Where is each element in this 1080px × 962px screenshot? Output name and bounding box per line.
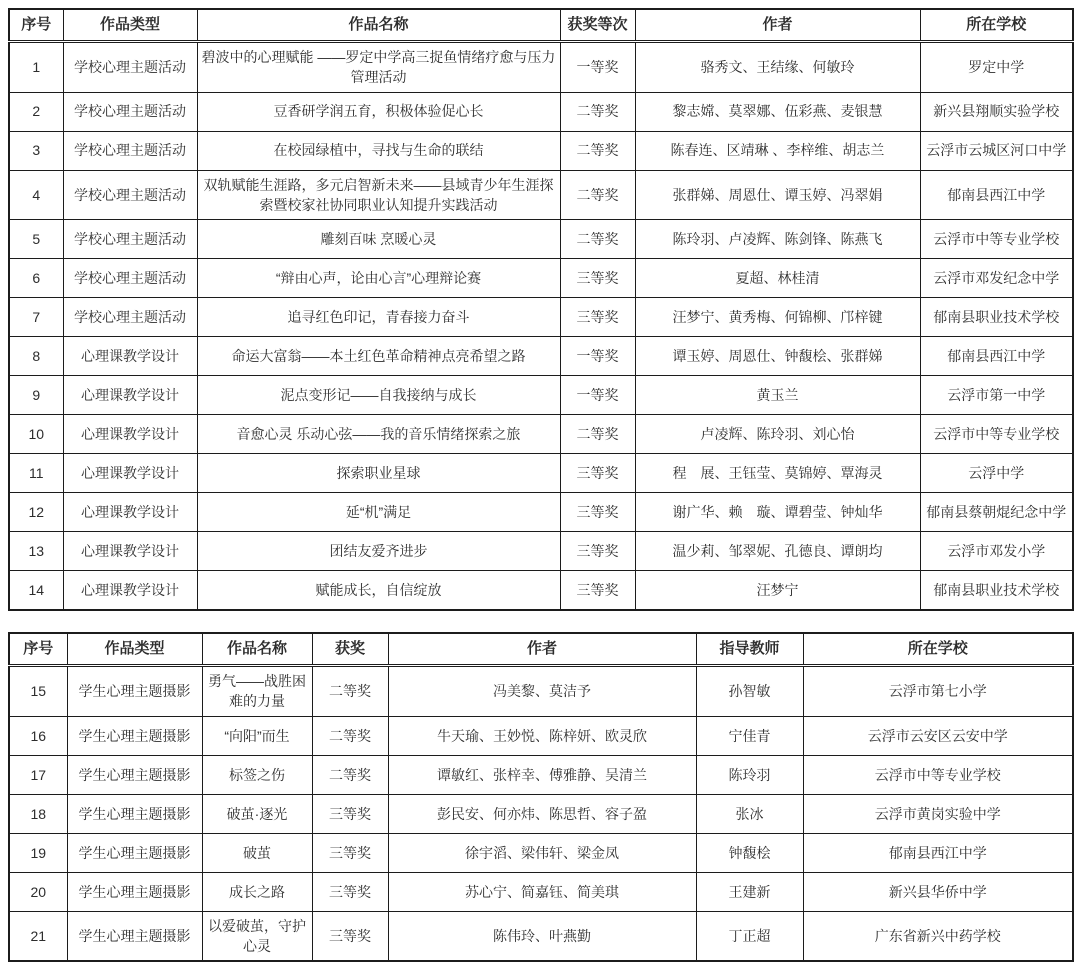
column-header: 获奖 xyxy=(312,633,388,666)
table-cell: 18 xyxy=(9,794,67,833)
table-cell: 碧波中的心理赋能 ——罗定中学高三捉鱼情绪疗愈与压力管理活动 xyxy=(197,42,560,93)
table-cell: 在校园绿植中，寻找与生命的联结 xyxy=(197,131,560,170)
table-cell: “向阳”而生 xyxy=(202,716,312,755)
table-cell: 徐宇滔、梁伟轩、梁金凤 xyxy=(388,833,696,872)
table-cell: 标签之伤 xyxy=(202,755,312,794)
table-cell: 孙智敏 xyxy=(696,666,803,717)
table-cell: 二等奖 xyxy=(312,755,388,794)
table-cell: 陈玲羽、卢凌辉、陈剑锋、陈燕飞 xyxy=(635,220,920,259)
column-header: 获奖等次 xyxy=(560,9,635,42)
table-cell: 9 xyxy=(9,376,63,415)
table-cell: 郁南县职业技术学校 xyxy=(920,298,1073,337)
table-cell: 陈春连、区靖琳 、李梓维、胡志兰 xyxy=(635,131,920,170)
table-cell: 谢广华、赖 璇、谭碧莹、钟灿华 xyxy=(635,493,920,532)
table-cell: 汪梦宁 xyxy=(635,571,920,611)
table-cell: 勇气——战胜困难的力量 xyxy=(202,666,312,717)
table-cell: 音愈心灵 乐动心弦——我的音乐情绪探索之旅 xyxy=(197,415,560,454)
table-cell: 心理课教学设计 xyxy=(63,571,197,611)
table-cell: 学生心理主题摄影 xyxy=(67,911,202,961)
table-cell: 三等奖 xyxy=(560,493,635,532)
table-cell: 郁南县西江中学 xyxy=(920,170,1073,220)
table-cell: 破茧·逐光 xyxy=(202,794,312,833)
table-cell: 泥点变形记——自我接纳与成长 xyxy=(197,376,560,415)
table-cell: 20 xyxy=(9,872,67,911)
table-cell: 广东省新兴中药学校 xyxy=(803,911,1073,961)
table-row xyxy=(9,833,1073,872)
column-header: 所在学校 xyxy=(920,9,1073,42)
table-cell: 云浮市第七小学 xyxy=(803,666,1073,717)
table-cell: 汪梦宁、黄秀梅、何锦柳、邝梓键 xyxy=(635,298,920,337)
table-cell: 卢凌辉、陈玲羽、刘心怡 xyxy=(635,415,920,454)
table-cell: 学校心理主题活动 xyxy=(63,220,197,259)
column-header: 指导教师 xyxy=(696,633,803,666)
table-cell: 1 xyxy=(9,42,63,93)
table-cell: 学生心理主题摄影 xyxy=(67,872,202,911)
table-row xyxy=(9,666,1073,717)
table-cell: 郁南县西江中学 xyxy=(803,833,1073,872)
table-row xyxy=(9,911,1073,961)
table-cell: 黄玉兰 xyxy=(635,376,920,415)
table-cell: “辩由心声，论由心言”心理辩论赛 xyxy=(197,259,560,298)
table-row xyxy=(9,131,1073,170)
table-cell: 三等奖 xyxy=(560,298,635,337)
table-cell: 5 xyxy=(9,220,63,259)
table-cell: 云浮市第一中学 xyxy=(920,376,1073,415)
table-cell: 三等奖 xyxy=(560,259,635,298)
table-cell: 8 xyxy=(9,337,63,376)
table-row xyxy=(9,259,1073,298)
table-row xyxy=(9,794,1073,833)
table-cell: 学校心理主题活动 xyxy=(63,259,197,298)
table-cell: 心理课教学设计 xyxy=(63,532,197,571)
table-cell: 黎志嫦、莫翠娜、伍彩燕、麦银慧 xyxy=(635,92,920,131)
table-cell: 学校心理主题活动 xyxy=(63,92,197,131)
table-cell: 2 xyxy=(9,92,63,131)
table-row xyxy=(9,337,1073,376)
header-row xyxy=(9,9,1073,42)
table-cell: 夏超、林桂清 xyxy=(635,259,920,298)
document-page xyxy=(8,8,1072,962)
table-cell: 温少莉、邹翠妮、孔德良、谭朗均 xyxy=(635,532,920,571)
awards-table-photography xyxy=(8,632,1074,962)
table-cell: 17 xyxy=(9,755,67,794)
table-cell: 探索职业星球 xyxy=(197,454,560,493)
table-row xyxy=(9,571,1073,611)
table-cell: 张冰 xyxy=(696,794,803,833)
table-row xyxy=(9,92,1073,131)
table-cell: 宁佳青 xyxy=(696,716,803,755)
table-cell: 云浮市中等专业学校 xyxy=(920,220,1073,259)
table-cell: 郁南县职业技术学校 xyxy=(920,571,1073,611)
table-cell: 学校心理主题活动 xyxy=(63,298,197,337)
table-cell: 云浮市中等专业学校 xyxy=(803,755,1073,794)
table-cell: 云浮市邓发小学 xyxy=(920,532,1073,571)
table-cell: 6 xyxy=(9,259,63,298)
table-cell: 11 xyxy=(9,454,63,493)
table-row xyxy=(9,716,1073,755)
table-row xyxy=(9,376,1073,415)
header-row xyxy=(9,633,1073,666)
table-cell: 罗定中学 xyxy=(920,42,1073,93)
table-cell: 云浮市云安区云安中学 xyxy=(803,716,1073,755)
table-cell: 三等奖 xyxy=(312,911,388,961)
table-cell: 二等奖 xyxy=(560,415,635,454)
table-cell: 冯美黎、莫洁予 xyxy=(388,666,696,717)
table-cell: 学生心理主题摄影 xyxy=(67,666,202,717)
table-cell: 一等奖 xyxy=(560,376,635,415)
awards-table-main xyxy=(8,8,1074,611)
table-cell: 云浮市云城区河口中学 xyxy=(920,131,1073,170)
column-header: 作品类型 xyxy=(63,9,197,42)
table-cell: 二等奖 xyxy=(560,92,635,131)
table-row xyxy=(9,220,1073,259)
table-cell: 骆秀文、王结缘、何敏玲 xyxy=(635,42,920,93)
table-row xyxy=(9,532,1073,571)
table-cell: 10 xyxy=(9,415,63,454)
table-cell: 学校心理主题活动 xyxy=(63,42,197,93)
table-row xyxy=(9,872,1073,911)
table-cell: 陈伟玲、叶燕勤 xyxy=(388,911,696,961)
column-header: 所在学校 xyxy=(803,633,1073,666)
table-cell: 程 展、王钰莹、莫锦婷、覃海灵 xyxy=(635,454,920,493)
table-cell: 追寻红色印记，青春接力奋斗 xyxy=(197,298,560,337)
awards-table-main-header xyxy=(9,9,1073,42)
table-cell: 谭玉婷、周恩仕、钟馥桧、张群娣 xyxy=(635,337,920,376)
table-cell: 一等奖 xyxy=(560,337,635,376)
table-cell: 牛天瑜、王妙悦、陈梓妍、欧灵欣 xyxy=(388,716,696,755)
table-cell: 新兴县华侨中学 xyxy=(803,872,1073,911)
table-row xyxy=(9,170,1073,220)
table-cell: 心理课教学设计 xyxy=(63,493,197,532)
table-cell: 三等奖 xyxy=(312,833,388,872)
table-cell: 学生心理主题摄影 xyxy=(67,716,202,755)
table-cell: 学生心理主题摄影 xyxy=(67,833,202,872)
table-cell: 三等奖 xyxy=(560,571,635,611)
table-cell: 云浮市黄岗实验中学 xyxy=(803,794,1073,833)
table-cell: 16 xyxy=(9,716,67,755)
table-cell: 命运大富翁——本土红色革命精神点亮希望之路 xyxy=(197,337,560,376)
table-row xyxy=(9,415,1073,454)
table-cell: 郁南县西江中学 xyxy=(920,337,1073,376)
table-cell: 赋能成长，自信绽放 xyxy=(197,571,560,611)
table-cell: 三等奖 xyxy=(560,532,635,571)
table-cell: 以爱破茧，守护心灵 xyxy=(202,911,312,961)
table-cell: 15 xyxy=(9,666,67,717)
table-cell: 13 xyxy=(9,532,63,571)
table-cell: 张群娣、周恩仕、谭玉婷、冯翠娟 xyxy=(635,170,920,220)
table-row xyxy=(9,454,1073,493)
table-cell: 14 xyxy=(9,571,63,611)
table-cell: 谭敏红、张梓幸、傅雅静、吴清兰 xyxy=(388,755,696,794)
table-cell: 云浮市中等专业学校 xyxy=(920,415,1073,454)
table-cell: 4 xyxy=(9,170,63,220)
table-row xyxy=(9,298,1073,337)
table-cell: 心理课教学设计 xyxy=(63,415,197,454)
awards-table-photography-header xyxy=(9,633,1073,666)
table-cell: 云浮中学 xyxy=(920,454,1073,493)
table-row xyxy=(9,493,1073,532)
table-cell: 学生心理主题摄影 xyxy=(67,755,202,794)
table-cell: 新兴县翔顺实验学校 xyxy=(920,92,1073,131)
table-cell: 破茧 xyxy=(202,833,312,872)
table-cell: 21 xyxy=(9,911,67,961)
table-cell: 19 xyxy=(9,833,67,872)
table-row xyxy=(9,42,1073,93)
table-cell: 雕刻百味 烹暖心灵 xyxy=(197,220,560,259)
column-header: 作品类型 xyxy=(67,633,202,666)
table-cell: 苏心宁、简嘉钰、简美琪 xyxy=(388,872,696,911)
table-cell: 学生心理主题摄影 xyxy=(67,794,202,833)
awards-table-photography-body xyxy=(9,666,1073,962)
column-header: 作者 xyxy=(388,633,696,666)
table-cell: 二等奖 xyxy=(560,131,635,170)
table-cell: 云浮市邓发纪念中学 xyxy=(920,259,1073,298)
table-cell: 三等奖 xyxy=(312,872,388,911)
table-cell: 心理课教学设计 xyxy=(63,337,197,376)
table-cell: 二等奖 xyxy=(312,666,388,717)
table-cell: 双轨赋能生涯路，多元启智新未来——县域青少年生涯探索暨校家社协同职业认知提升实践活动 xyxy=(197,170,560,220)
table-cell: 王建新 xyxy=(696,872,803,911)
table-cell: 团结友爱齐进步 xyxy=(197,532,560,571)
table-cell: 12 xyxy=(9,493,63,532)
column-header: 作品名称 xyxy=(197,9,560,42)
table-cell: 心理课教学设计 xyxy=(63,454,197,493)
column-header: 作品名称 xyxy=(202,633,312,666)
table-cell: 郁南县蔡朝焜纪念中学 xyxy=(920,493,1073,532)
table-cell: 成长之路 xyxy=(202,872,312,911)
table-gap xyxy=(8,611,1072,632)
table-cell: 一等奖 xyxy=(560,42,635,93)
table-cell: 学校心理主题活动 xyxy=(63,131,197,170)
table-cell: 学校心理主题活动 xyxy=(63,170,197,220)
table-cell: 二等奖 xyxy=(560,220,635,259)
table-cell: 陈玲羽 xyxy=(696,755,803,794)
table-cell: 二等奖 xyxy=(560,170,635,220)
table-cell: 豆香研学润五育，积极体验促心长 xyxy=(197,92,560,131)
table-cell: 心理课教学设计 xyxy=(63,376,197,415)
table-cell: 彭民安、何亦炜、陈思哲、容子盈 xyxy=(388,794,696,833)
column-header: 序号 xyxy=(9,9,63,42)
awards-table-main-body xyxy=(9,42,1073,611)
table-cell: 7 xyxy=(9,298,63,337)
column-header: 作者 xyxy=(635,9,920,42)
table-cell: 钟馥桧 xyxy=(696,833,803,872)
column-header: 序号 xyxy=(9,633,67,666)
table-cell: 三等奖 xyxy=(560,454,635,493)
table-cell: 丁正超 xyxy=(696,911,803,961)
table-cell: 3 xyxy=(9,131,63,170)
table-cell: 二等奖 xyxy=(312,716,388,755)
table-cell: 三等奖 xyxy=(312,794,388,833)
table-cell: 延“机”满足 xyxy=(197,493,560,532)
table-row xyxy=(9,755,1073,794)
